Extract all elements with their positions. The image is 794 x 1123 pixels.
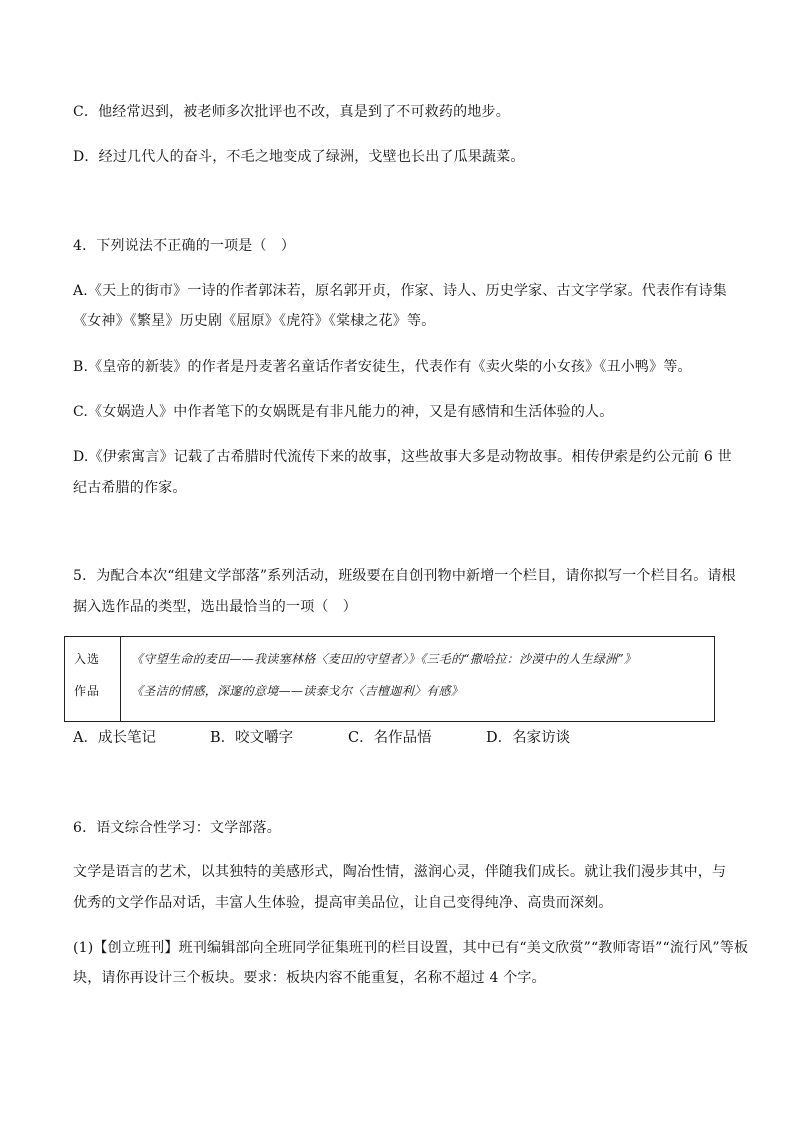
q6-stem: 6．语文综合性学习：文学部落。 — [73, 820, 281, 836]
q5-stem-line2: 据入选作品的类型，选出最恰当的一项（ ） — [73, 599, 357, 615]
q6-sub1-line2: 块，请你再设计三个板块。要求：板块内容不能重复，名称不超过 4 个字。 — [73, 970, 546, 986]
q5-option-a: A．成长笔记 — [73, 730, 156, 746]
q4-stem: 4．下列说法不正确的一项是（ ） — [73, 238, 296, 254]
table-label-cell — [65, 637, 121, 722]
q4-option-a-line1: A.《天上的街市》一诗的作者郭沫若，原名郭开贞，作家、诗人、历史学家、古文字学家。代表作有诗集 — [73, 283, 727, 299]
q3-option-d: D．经过几代人的奋斗，不毛之地变成了绿洲，戈壁也长出了瓜果蔬菜。 — [73, 149, 525, 165]
q5-option-c: C．名作品悟 — [348, 730, 432, 746]
selected-works-table — [64, 636, 715, 722]
table-content-line1: 《守望生命的麦田——我读塞林格〈麦田的守望者〉》《三毛的“撒哈拉：沙漠中的人生绿洲”》 — [131, 652, 637, 666]
q5-stem-line1: 5．为配合本次“组建文学部落”系列活动，班级要在自创刊物中新增一个栏目，请你拟写一个栏目名。请根 — [73, 568, 736, 584]
q6-intro-line1: 文学是语言的艺术，以其独特的美感形式，陶冶性情，滋润心灵，伴随我们成长。就让我们漫步其中，与 — [73, 864, 727, 880]
q4-option-c: C.《女娲造人》中作者笔下的女娲既是有非凡能力的神，又是有感情和生活体验的人。 — [73, 404, 614, 420]
q6-sub1-line1: (1)【创立班刊】班刊编辑部向全班同学征集班刊的栏目设置，其中已有“美文欣赏”“教师寄语”“流行风”等板 — [73, 940, 749, 956]
table-content-cell — [121, 637, 715, 722]
q6-intro-line2: 优秀的文学作品对话，丰富人生体验，提高审美品位，让自己变得纯净、高贵而深刻。 — [73, 895, 613, 911]
q4-option-b: B.《皇帝的新装》的作者是丹麦著名童话作者安徒生，代表作有《卖火柴的小女孩》《丑小鸭》等。 — [73, 359, 692, 375]
q4-option-a-line2: 《女神》《繁星》历史剧《屈原》《虎符》《棠棣之花》等。 — [73, 313, 436, 329]
q5-option-b: B．咬文嚼字 — [210, 730, 294, 746]
q4-option-d-line2: 纪古希腊的作家。 — [73, 480, 187, 496]
table-label-line1: 入选 — [74, 652, 101, 666]
table-row — [65, 637, 715, 722]
q3-option-c: C．他经常迟到，被老师多次批评也不改，真是到了不可救药的地步。 — [73, 104, 510, 120]
table-label-line2: 作品 — [74, 684, 101, 698]
q4-option-d-line1: D.《伊索寓言》记载了古希腊时代流传下来的故事，这些故事大多是动物故事。相传伊索是约公元前 6 世 — [73, 449, 732, 465]
table-content-line2: 《圣洁的情感，深邃的意境——读泰戈尔〈吉檀迦利〉有感》 — [131, 684, 464, 698]
q5-option-d: D．名家访谈 — [486, 730, 571, 746]
